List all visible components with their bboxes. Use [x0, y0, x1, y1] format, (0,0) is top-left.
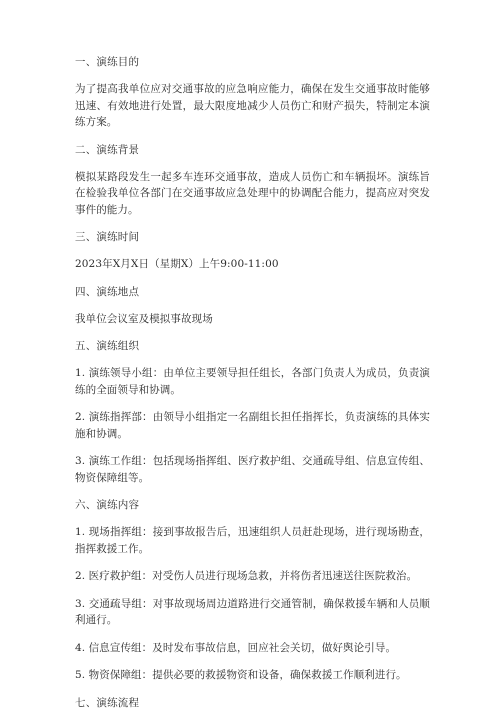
section-text-background: 模拟某路段发生一起多车连环交通事故，造成人员伤亡和车辆损坏。演练旨在检验我单位各部门在交通事故应急处理中的协调配合能力，提高应对突发事件的能力。: [75, 170, 430, 216]
list-item: 1. 演练领导小组：由单位主要领导担任组长，各部门负责人为成员，负责演练的全面领导和协调。: [75, 367, 430, 396]
list-item: 2. 演练指挥部：由领导小组指定一名副组长担任指挥长，负责演练的具体实施和协调。: [75, 411, 430, 440]
section-text-location: 我单位会议室及模拟事故现场: [75, 312, 213, 325]
document-body: [75, 54, 430, 722]
list-item: 4. 信息宣传组：及时发布事故信息，回应社会关切，做好舆论引导。: [75, 641, 397, 654]
section-text-purpose: 为了提高我单位应对交通事故的应急响应能力，确保在发生交通事故时能够迅速、有效地进行处置，最大限度地减少人员伤亡和财产损失，特制定本演练方案。: [75, 83, 430, 128]
section-heading-location: 四、演练地点: [75, 285, 140, 298]
section-heading-time: 三、演练时间: [75, 231, 140, 243]
section-text-time: 2023年X月X日（星期X）上午9:00-11:00: [75, 258, 279, 270]
list-item: 3. 交通疏导组：对事故现场周边道路进行交通管制，确保救援车辆和人员顺利通行。: [75, 597, 430, 626]
section-heading-process: 七、演练流程: [75, 696, 140, 709]
section-heading-content: 六、演练内容: [75, 499, 140, 511]
list-item: 5. 物资保障组：提供必要的救援物资和设备，确保救援工作顺利进行。: [75, 669, 407, 681]
list-item: 3. 演练工作组：包括现场指挥组、医疗救护组、交通疏导组、信息宣传组、物资保障组等。: [75, 455, 430, 484]
section-heading-purpose: 一、演练目的: [75, 56, 140, 68]
list-item: 2. 医疗救护组：对受伤人员进行现场急救，并将伤者迅速送往医院救治。: [75, 570, 418, 582]
list-item: 1. 现场指挥组：接到事故报告后，迅速组织人员赶赴现场，进行现场勘查，指挥救援工作。: [75, 526, 430, 555]
section-heading-background: 二、演练背景: [75, 143, 140, 156]
section-heading-organization: 五、演练组织: [75, 340, 140, 352]
